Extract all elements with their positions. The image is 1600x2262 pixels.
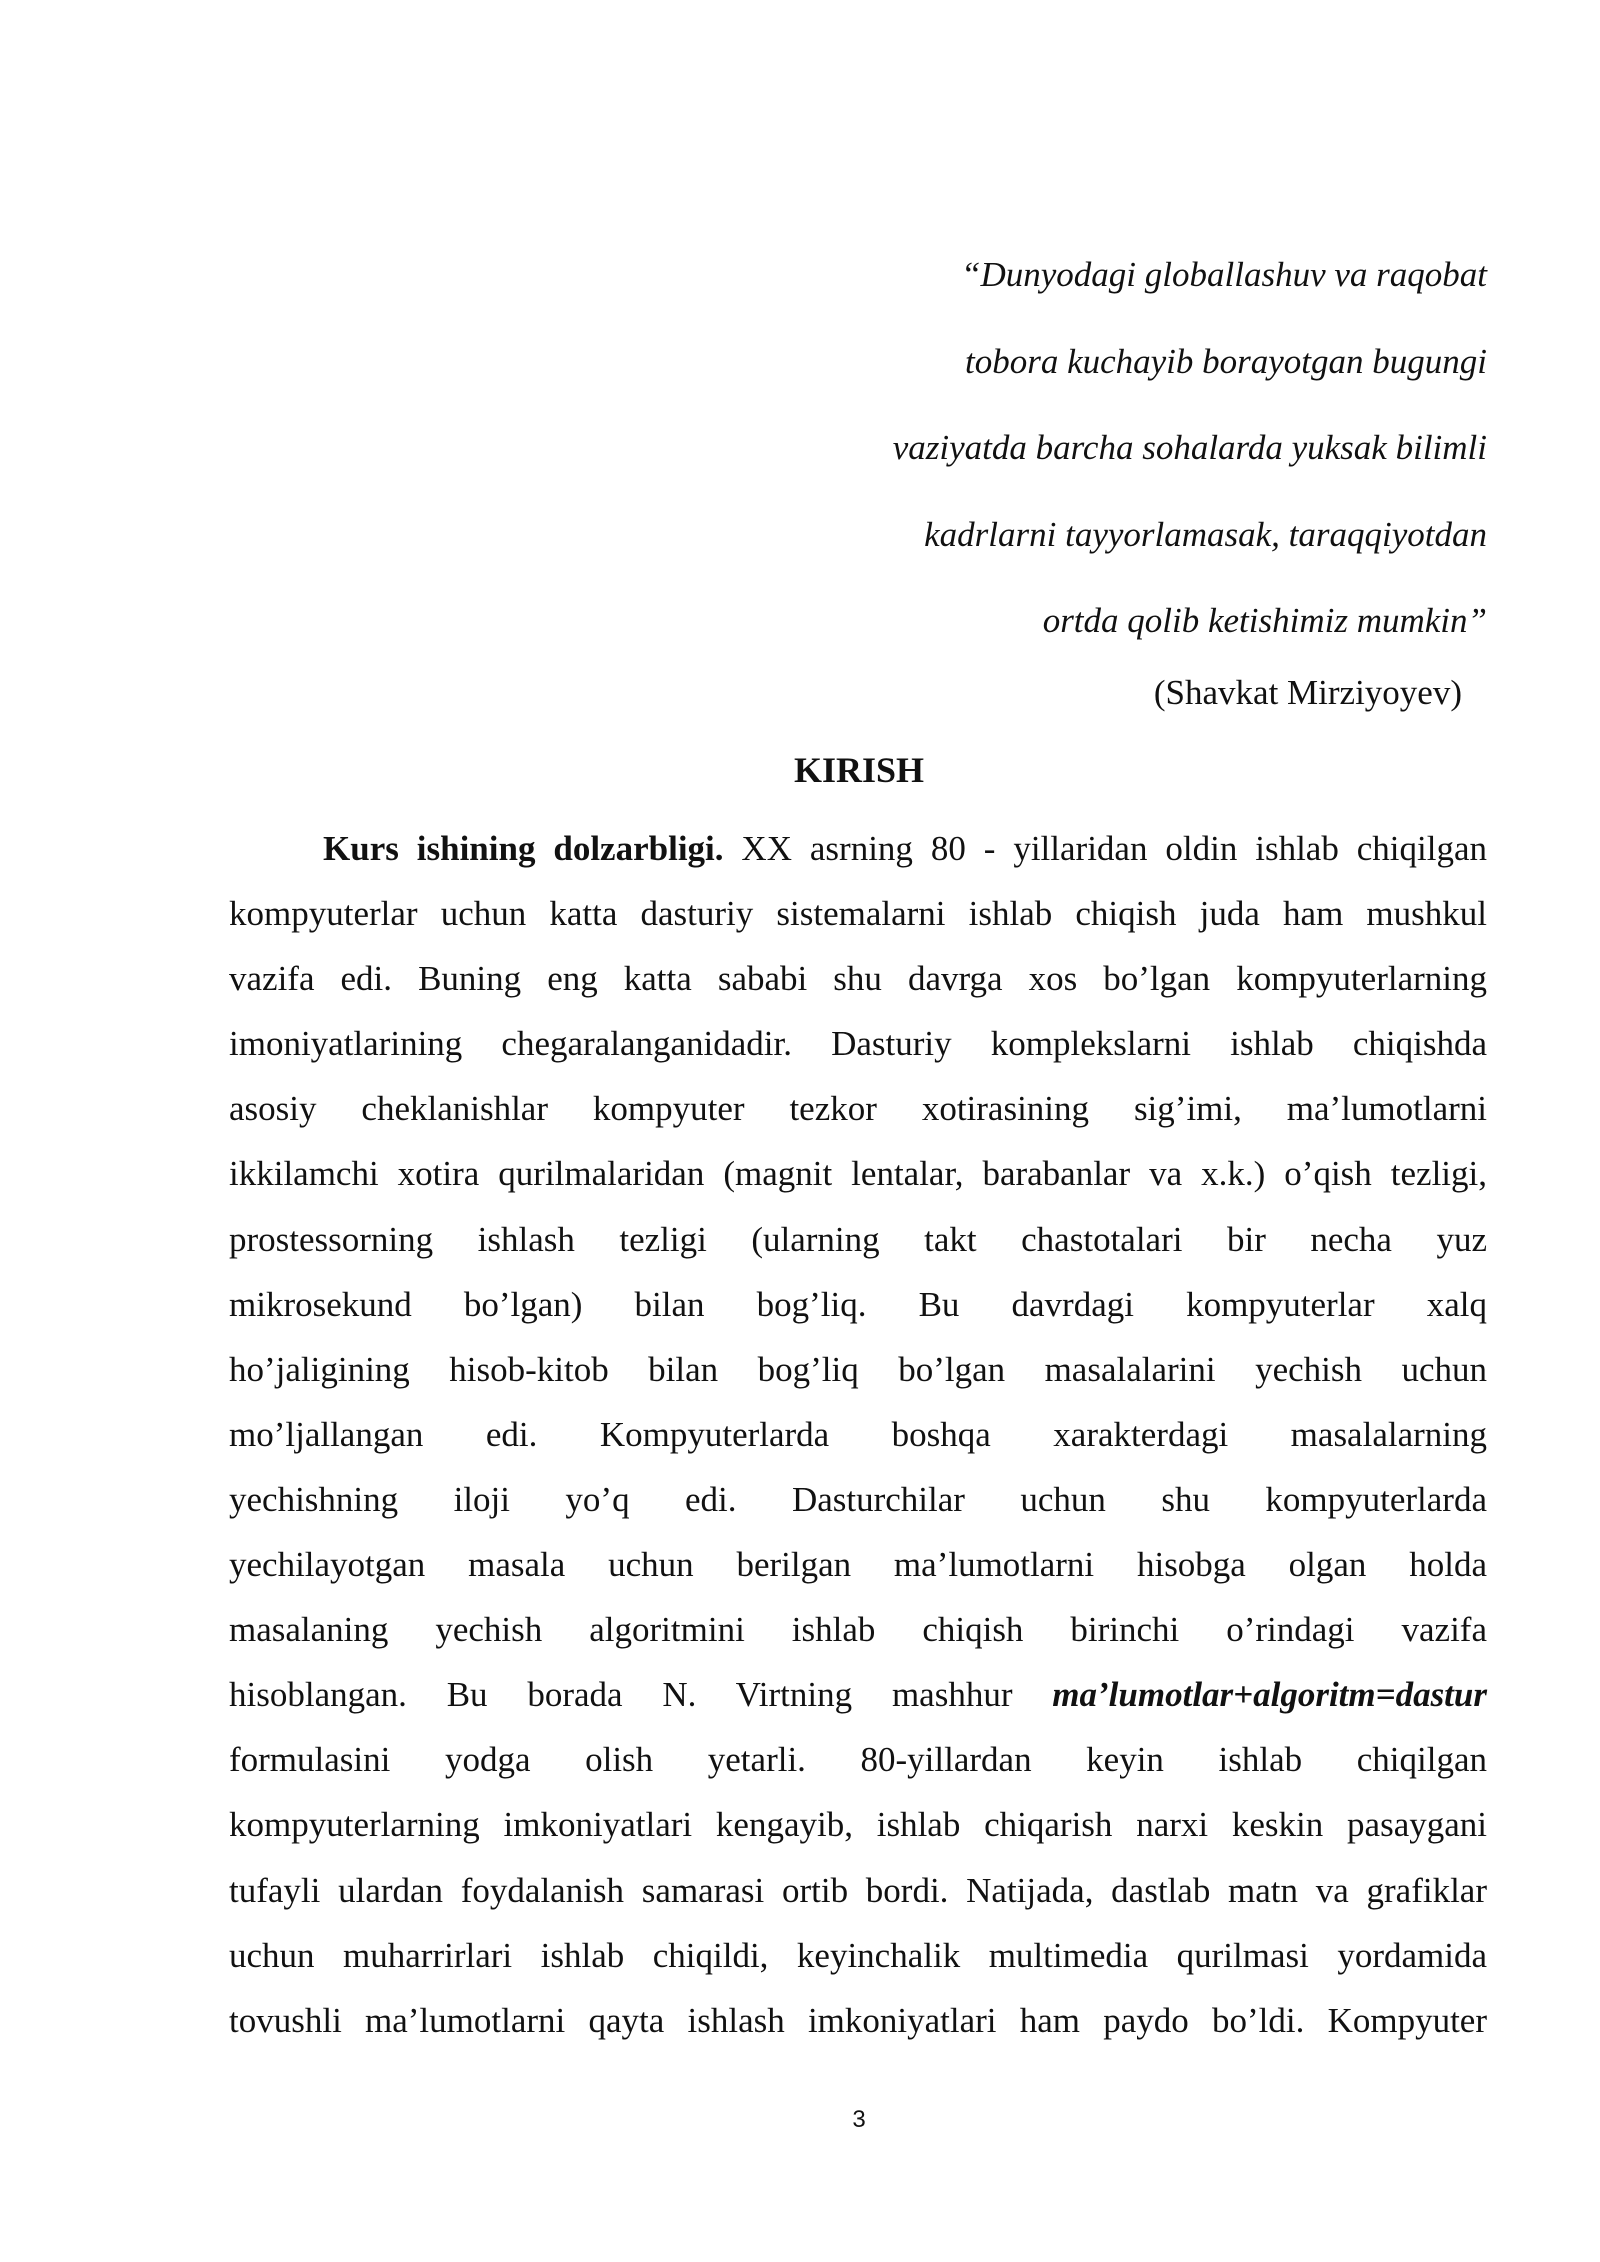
epigraph-line: kadrlarni tayyorlamasak, taraqqiyotdan (924, 514, 1487, 554)
body-line: mo’ljallangan edi. Kompyuterlarda boshqa xarakterdagi masalalarning (229, 1414, 1487, 1454)
body-line: ikkilamchi xotira qurilmalaridan (magnit lentalar, barabanlar va x.k.) o’qish tezligi, (229, 1154, 1487, 1194)
body-line-text: XX asrning 80 - yillaridan oldin ishlab chiqilgan (723, 829, 1487, 868)
epigraph-line: ortda qolib ketishimiz mumkin” (1042, 601, 1487, 640)
page-number: 3 (852, 2106, 866, 2133)
body-line: uchun muharrirlari ishlab chiqildi, keyinchalik multimedia qurilmasi yordamida (229, 1935, 1487, 1975)
body-line: kompyuterlar uchun katta dasturiy sistemalarni ishlab chiqish juda ham mushkul (229, 894, 1487, 934)
body-line (229, 1662, 1487, 1727)
body-line: tufayli ulardan foydalanish samarasi ortib bordi. Natijada, dastlab matn va grafiklar (229, 1870, 1487, 1910)
epigraph-line: vaziyatda barcha sohalarda yuksak bilimli (892, 428, 1487, 467)
body-line: yechishning iloji yo’q edi. Dasturchilar uchun shu kompyuterlarda (229, 1479, 1487, 1519)
body-line: imoniyatlarining chegaralanganidadir. Dasturiy komplekslarni ishlab chiqishda (229, 1024, 1487, 1064)
body-line (229, 816, 1487, 881)
epigraph-line: “Dunyodagi globallashuv va raqobat (961, 255, 1487, 294)
body-line: mikrosekund bo’lgan) bilan bog’liq. Bu davrdagi kompyuterlar xalq (229, 1284, 1487, 1324)
body-paragraph (229, 816, 1487, 2053)
body-line: tovushli ma’lumotlarni qayta ishlash imkoniyatlari ham paydo bo’ldi. Kompyuter (229, 2000, 1487, 2040)
body-line: kompyuterlarning imkoniyatlari kengayib, ishlab chiqarish narxi keskin pasaygani (229, 1805, 1487, 1845)
epigraph-attribution: (Shavkat Mirziyoyev) (1153, 673, 1462, 712)
body-line: yechilayotgan masala uchun berilgan ma’lumotlarni hisobga olgan holda (229, 1545, 1487, 1585)
body-line: prostessorning ishlash tezligi (ularning takt chastotalari bir necha yuz (229, 1219, 1487, 1259)
body-line-text: hisoblangan. Bu borada N. Virtning mashhur (229, 1675, 1053, 1715)
body-line: formulasini yodga olish yetarli. 80-yillardan keyin ishlab chiqilgan (229, 1740, 1487, 1780)
paragraph-lead: Kurs ishining dolzarbligi. (323, 829, 724, 868)
section-heading: KIRISH (793, 750, 925, 790)
body-line: asosiy cheklanishlar kompyuter tezkor xotirasining sig’imi, ma’lumotlarni (229, 1089, 1487, 1129)
epigraph-quote (687, 232, 1487, 665)
epigraph-line: tobora kuchayib borayotgan bugungi (964, 341, 1487, 381)
formula-text: ma’lumotlar+algoritm=dastur (1052, 1675, 1487, 1715)
body-line: vazifa edi. Buning eng katta sababi shu davrga xos bo’lgan kompyuterlarning (229, 959, 1487, 999)
body-line: masalaning yechish algoritmini ishlab chiqish birinchi o’rindagi vazifa (229, 1610, 1487, 1650)
body-line: ho’jaligining hisob-kitob bilan bog’liq bo’lgan masalalarini yechish uchun (229, 1349, 1487, 1389)
